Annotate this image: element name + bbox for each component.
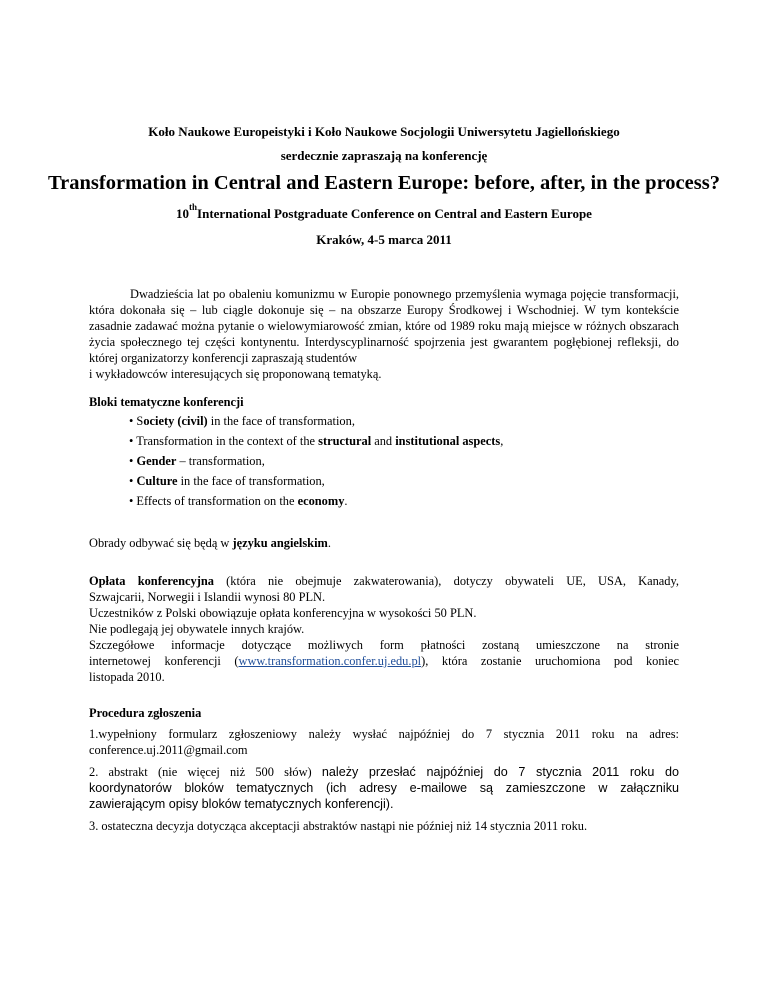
intro-line: Dwadzieścia lat po obaleniu komunizmu w Europie ponownego przemyślenia wymaga pojęcie [130, 287, 607, 301]
language-bold: języku angielskim [232, 536, 328, 550]
item-text: , [500, 434, 504, 448]
fee-line: Szwajcarii, Norwegii i Islandii wynosi 80 PLN. [89, 590, 326, 604]
item-text: in the face of transformation, [177, 474, 325, 488]
conference-subtitle [0, 202, 768, 222]
item-bold: economy [297, 494, 345, 508]
intro-line: W tym kontekście zasadnie zadawać można pytanie o wielowymiarowość zmian, które od 1989 roku mają [89, 303, 679, 333]
item-text: . [344, 494, 348, 508]
intro-line: i wykładowców interesujących się proponowaną tematyką. [89, 367, 382, 381]
language-text: . [327, 536, 331, 550]
intro-text [89, 286, 679, 382]
subtitle-number: 10 [176, 206, 190, 221]
item-text: • [129, 454, 137, 468]
item-text: in the face of transformation, [207, 414, 355, 428]
fee-line: listopada 2010. [89, 670, 165, 684]
procedure-section [89, 726, 679, 840]
procedure-heading: Procedura zgłoszenia [89, 706, 202, 720]
item-bold: structural [318, 434, 372, 448]
procedure-text: koordynatorów bloków tematycznych (ich adresy e-mailowe są zamieszczone w załączniku [89, 781, 679, 795]
intro-paragraph [89, 286, 679, 382]
place-date: Kraków, 4-5 marca 2011 [316, 232, 452, 247]
invitation-line: serdecznie zapraszają na konferencję [280, 148, 488, 163]
intro-line: jest gwarantem pogłębionej refleksji, do której organizatorzy konferencji zapraszają studentów [89, 335, 679, 365]
list-item [129, 493, 503, 513]
procedure-text: należy przesłać najpóźniej do 7 stycznia 2011 roku do [321, 765, 679, 779]
subtitle-text: International Postgraduate Conference on Central and Eastern Europe [197, 206, 592, 221]
fee-line [89, 653, 679, 669]
item-bold: Gender [136, 454, 177, 468]
fee-line [89, 573, 679, 589]
item-text: • Effects of transformation on the [129, 494, 298, 508]
blocks-heading: Bloki tematyczne konferencji [89, 395, 244, 409]
item-text: • S [129, 414, 144, 428]
list-item [129, 413, 503, 433]
item-bold: ociety (civil) [143, 414, 208, 428]
blocks-list [129, 413, 503, 513]
organizers-line: Koło Naukowe Europeistyki i Koło Naukowe Socjologii Uniwersytetu Jagiellońskiego [148, 124, 620, 139]
fee-heading: Opłata konferencyjna [89, 574, 214, 588]
item-text: • Transformation in the context of the [129, 434, 319, 448]
fee-line: Szczegółowe informacje dotyczące możliwych form płatności zostaną umieszczone na stronie [89, 638, 679, 652]
item-bold: Culture [136, 474, 178, 488]
procedure-text: 1.wypełniony formularz zgłoszeniowy należy wysłać najpóźniej do 7 stycznia 2011 roku na adres: [89, 727, 679, 741]
list-item [129, 433, 503, 453]
item-text: – transformation, [176, 454, 265, 468]
list-item [129, 473, 503, 493]
list-item [129, 453, 503, 473]
intro-line: miejsce w różnych obszarach życia społecznego tej części kontynentu. Interdyscyplinarność spojrzenia [89, 319, 679, 349]
language-text: Obrady odbywać się będą w [89, 536, 233, 550]
item-text: • [129, 474, 137, 488]
item-text: and [371, 434, 396, 448]
language-note [89, 536, 331, 551]
fee-section [89, 573, 679, 685]
procedure-item [89, 726, 679, 758]
fee-text: (która nie obejmuje zakwaterowania), dotyczy obywateli UE, USA, Kanady, [213, 574, 679, 588]
fee-line: Uczestników z Polski obowiązuje opłata konferencyjna w wysokości 50 PLN. [89, 606, 477, 620]
procedure-text: zawierającym opisy bloków tematycznych konferencji). [89, 797, 394, 811]
procedure-email: conference.uj.2011@gmail.com [89, 743, 248, 757]
conference-title: Transformation in Central and Eastern Europe: before, after, in the process? [48, 172, 720, 194]
procedure-text: 2. abstrakt (nie więcej niż 500 słów) [89, 765, 322, 779]
subtitle-superscript: th [189, 202, 198, 212]
fee-text: internetowej konferencji ( [89, 654, 239, 668]
intro-line: transformacji, która dokonała się – lub ciągle dokonuje się – na obszarze Europy Środkowej i Wschodniej. [89, 287, 679, 317]
fee-line: Nie podlegają jej obywatele innych krajów. [89, 622, 305, 636]
conference-website-link[interactable]: www.transformation.confer.uj.edu.pl [238, 654, 422, 668]
fee-text: ), która zostanie uruchomiona pod koniec [421, 654, 679, 668]
item-bold: institutional aspects [395, 434, 501, 448]
procedure-item [89, 764, 679, 812]
procedure-item: 3. ostateczna decyzja dotycząca akceptacji abstraktów nastąpi nie później niż 14 stycznia 2011 roku. [89, 819, 588, 833]
